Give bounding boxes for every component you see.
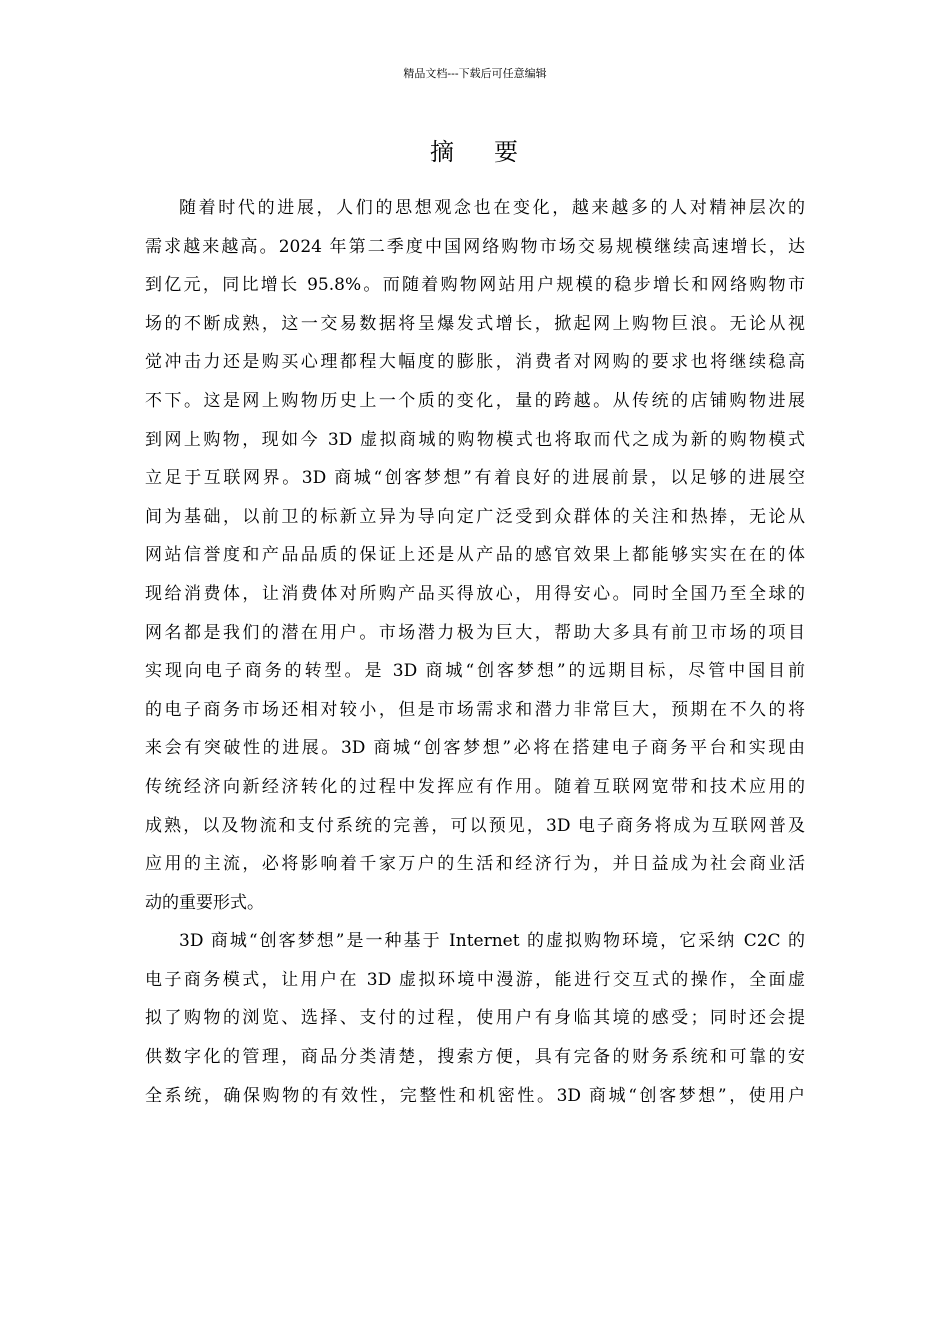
text-line: 随着时代的进展，人们的思想观念也在变化，越来越多的人对精神层次的 bbox=[179, 198, 805, 218]
page-header: 精品文档---下载后可任意编辑 bbox=[403, 67, 547, 80]
text-line: 拟了购物的浏览、选择、支付的过程，使用户有身临其境的感受；同时还会提 bbox=[145, 1008, 805, 1029]
text-line: 到网上购物，现如今 3D 虚拟商城的购物模式也将取而代之成为新的购物模式 bbox=[145, 429, 805, 450]
text-line: 网站信誉度和产品品质的保证上还是从产品的感官效果上都能够实实在在的体 bbox=[145, 545, 805, 566]
text-line: 传统经济向新经济转化的过程中发挥应有作用。随着互联网宽带和技术应用的 bbox=[145, 776, 805, 797]
text-line: 网名都是我们的潜在用户。市场潜力极为巨大，帮助大多具有前卫市场的项目 bbox=[145, 622, 805, 643]
text-line: 来会有突破性的进展。3D 商城“创客梦想”必将在搭建电子商务平台和实现由 bbox=[145, 738, 805, 759]
text-line: 实现向电子商务的转型。是 3D 商城“创客梦想”的远期目标，尽管中国目前 bbox=[145, 661, 805, 682]
text-line: 场的不断成熟，这一交易数据将呈爆发式增长，掀起网上购物巨浪。无论从视 bbox=[145, 313, 805, 334]
paragraph-2 bbox=[145, 922, 805, 1115]
title-char-2: 要 bbox=[494, 138, 520, 166]
text-line: 的电子商务市场还相对较小，但是市场需求和潜力非常巨大，预期在不久的将 bbox=[145, 699, 805, 720]
text-line: 3D 商城“创客梦想”是一种基于 Internet 的虚拟购物环境，它采纳 C2C 的 bbox=[179, 931, 805, 952]
text-line: 觉冲击力还是购买心理都程大幅度的膨胀，消费者对网购的要求也将继续稳高 bbox=[145, 352, 805, 373]
text-line: 应用的主流，必将影响着千家万户的生活和经济行为，并日益成为社会商业活 bbox=[145, 854, 805, 875]
text-line: 供数字化的管理，商品分类清楚，搜索方便，具有完备的财务系统和可靠的安 bbox=[145, 1047, 805, 1068]
text-line: 动的重要形式。 bbox=[145, 892, 264, 913]
title-char-1: 摘 bbox=[430, 138, 456, 166]
text-line: 现给消费体，让消费体对所购产品买得放心，用得安心。同时全国乃至全球的 bbox=[145, 583, 805, 604]
page-title bbox=[0, 134, 950, 170]
paragraph-1 bbox=[145, 189, 805, 922]
text-line: 到亿元，同比增长 95.8%。而随着购物网站用户规模的稳步增长和网络购物市 bbox=[145, 275, 805, 296]
text-line: 成熟，以及物流和支付系统的完善，可以预见，3D 电子商务将成为互联网普及 bbox=[145, 815, 805, 836]
text-line: 不下。这是网上购物历史上一个质的变化，量的跨越。从传统的店铺购物进展 bbox=[145, 390, 805, 411]
text-line: 立足于互联网界。3D 商城“创客梦想”有着良好的进展前景，以足够的进展空 bbox=[145, 468, 805, 489]
text-line: 间为基础，以前卫的标新立异为导向定广泛受到众群体的关注和热捧，无论从 bbox=[145, 506, 805, 527]
text-line: 全系统，确保购物的有效性，完整性和机密性。3D 商城“创客梦想”，使用户 bbox=[145, 1085, 805, 1106]
text-line: 需求越来越高。2024 年第二季度中国网络购物市场交易规模继续高速增长，达 bbox=[145, 236, 805, 257]
text-line: 电子商务模式，让用户在 3D 虚拟环境中漫游，能进行交互式的操作，全面虚 bbox=[145, 969, 805, 990]
abstract-body bbox=[145, 189, 805, 1115]
